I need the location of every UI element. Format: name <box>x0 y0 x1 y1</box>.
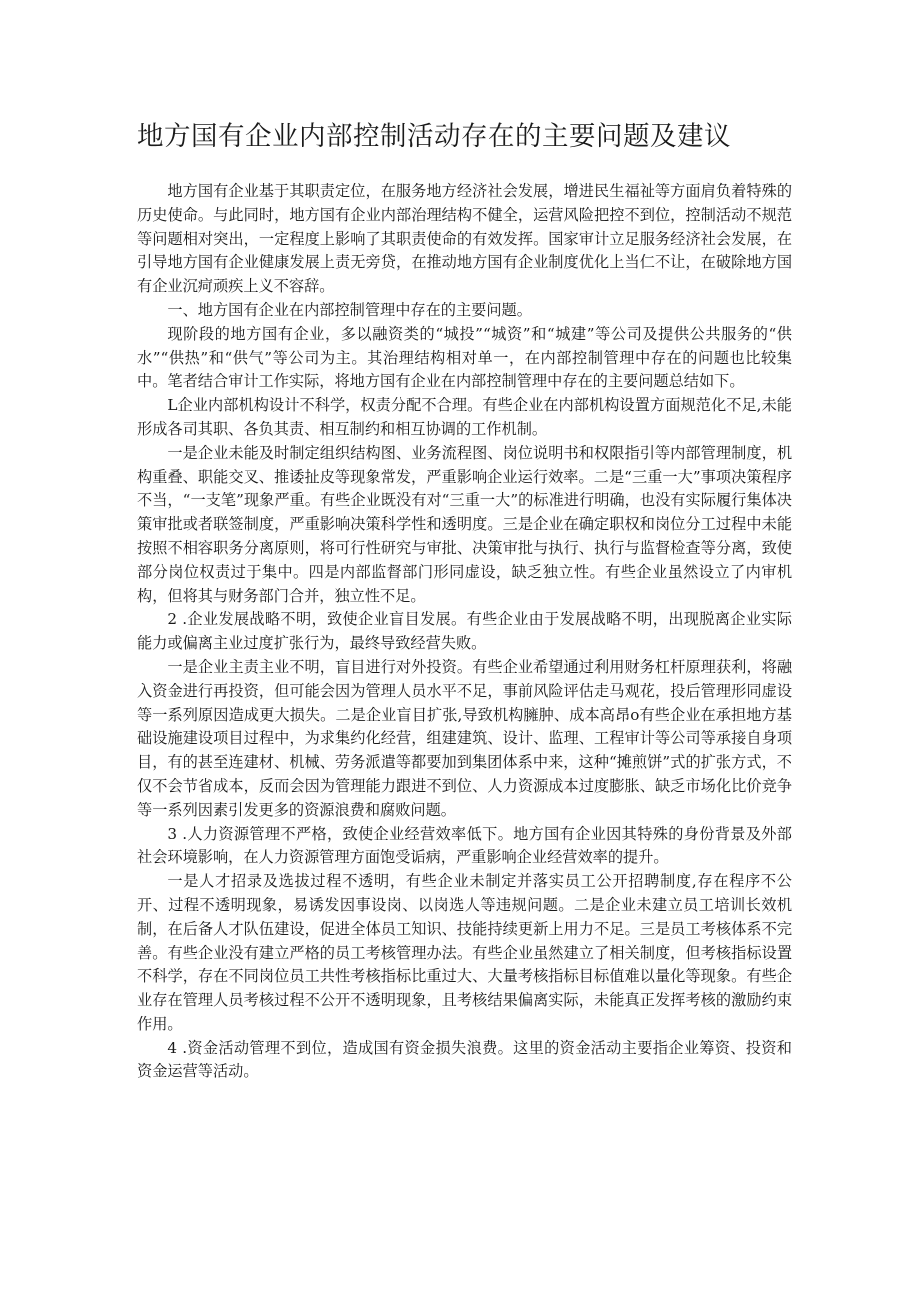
issue-4-heading-paragraph: 4 .资金活动管理不到位，造成国有资金损失浪费。这里的资金活动主要指企业筹资、投资和资金运营等活动。 <box>137 1038 792 1081</box>
issue-2-heading-paragraph: 2 .企业发展战略不明，致使企业盲目发展。有些企业由于发展战略不明，出现脱离企业实际能力或偏离主业过度扩张行为，最终导致经营失败。 <box>137 610 792 653</box>
document-body <box>137 180 792 1084</box>
issue-3-detail-paragraph: 一是人才招录及选拔过程不透明，有些企业未制定并落实员工公开招聘制度,存在程序不公开、过程不透明现象，易诱发因事设岗、以岗选人等违规问题。二是企业未建立员工培训长效机制，在后备人才队伍建设，促进全体员工知识、技能持续更新上用力不足。三是员工考核体系不完善。有些企业没有建立严格的员工考核管理办法。有些企业虽然建立了相关制度，但考核指标设置不科学，存在不同岗位员工共性考核指标比重过大、大量考核指标目标值难以量化等现象。有些企业存在管理人员考核过程不公开不透明现象，且考核结果偏离实际，未能真正发挥考核的激励约束作用。 <box>137 872 792 1033</box>
document-content <box>137 118 792 1084</box>
section-heading: 一、地方国有企业在内部控制管理中存在的主要问题。 <box>167 300 532 319</box>
document-title: 地方国有企业内部控制活动存在的主要问题及建议 <box>137 121 731 152</box>
issue-1-heading-paragraph: L企业内部机构设计不科学，权责分配不合理。有些企业在内部机构设置方面规范化不足,未能形成各司其职、各负其责、相互制约和相互协调的工作机制。 <box>137 396 792 438</box>
intro-paragraph: 地方国有企业基于其职责定位，在服务地方经济社会发展，增进民生福祉等方面肩负着特殊的历史使命。与此同时，地方国有企业内部治理结构不健全，运营风险把控不到位，控制活动不规范等问题相对突出，一定程度上影响了其职责使命的有效发挥。国家审计立足服务经济社会发展，在引导地方国有企业健康发展上责无旁贷，在推动地方国有企业制度优化上当仁不让，在破除地方国有企业沉疴顽疾上义不容辞。 <box>137 182 792 296</box>
issue-2-detail-paragraph: 一是企业主责主业不明，盲目进行对外投资。有些企业希望通过利用财务杠杆原理获利，将融入资金进行再投资，但可能会因为管理人员水平不足，事前风险评估走马观花，投后管理形同虚设等一系列原因造成更大损失。二是企业盲目扩张,导致机构臃肿、成本高昂o有些企业在承担地方基础设施建设项目过程中，为求集约化经营，组建建筑、设计、监理、工程审计等公司等承接自身项目，有的甚至连建材、机械、劳务派遣等都要加到集团体系中来，这种“摊煎饼”式的扩张方式，不仅不会节省成本，反而会因为管理能力跟进不到位、人力资源成本过度膨胀、缺乏市场化比价竞争等一系列因素引发更多的资源浪费和腐败问题。 <box>137 657 792 819</box>
issue-1-detail-paragraph: 一是企业未能及时制定组织结构图、业务流程图、岗位说明书和权限指引等内部管理制度，机构重叠、职能交叉、推诿扯皮等现象常发，严重影响企业运行效率。二是“三重一大”事项决策程序不当，“一支笔”现象严重。有些企业既没有对“三重一大”的标准进行明确，也没有实际履行集体决策审批或者联签制度，严重影响决策科学性和透明度。三是企业在确定职权和岗位分工过程中未能按照不相容职务分离原则，将可行性研究与审批、决策审批与执行、执行与监督检查等分离，致使部分岗位权责过于集中。四是内部监督部门形同虚设，缺乏独立性。有些企业虽然设立了内审机构，但将其与财务部门合并，独立性不足。 <box>137 443 792 605</box>
overview-paragraph: 现阶段的地方国有企业，多以融资类的“城投”“城资”和“城建”等公司及提供公共服务的“供水”“供热”和“供气”等公司为主。其治理结构相对单一，在内部控制管理中存在的问题也比较集中。笔者结合审计工作实际，将地方国有企业在内部控制管理中存在的主要问题总结如下。 <box>137 324 792 391</box>
issue-3-heading-paragraph: 3 .人力资源管理不严格，致使企业经营效率低下。地方国有企业因其特殊的身份背景及外部社会环境影响，在人力资源管理方面饱受诟病，严重影响企业经营效率的提升。 <box>137 824 792 867</box>
